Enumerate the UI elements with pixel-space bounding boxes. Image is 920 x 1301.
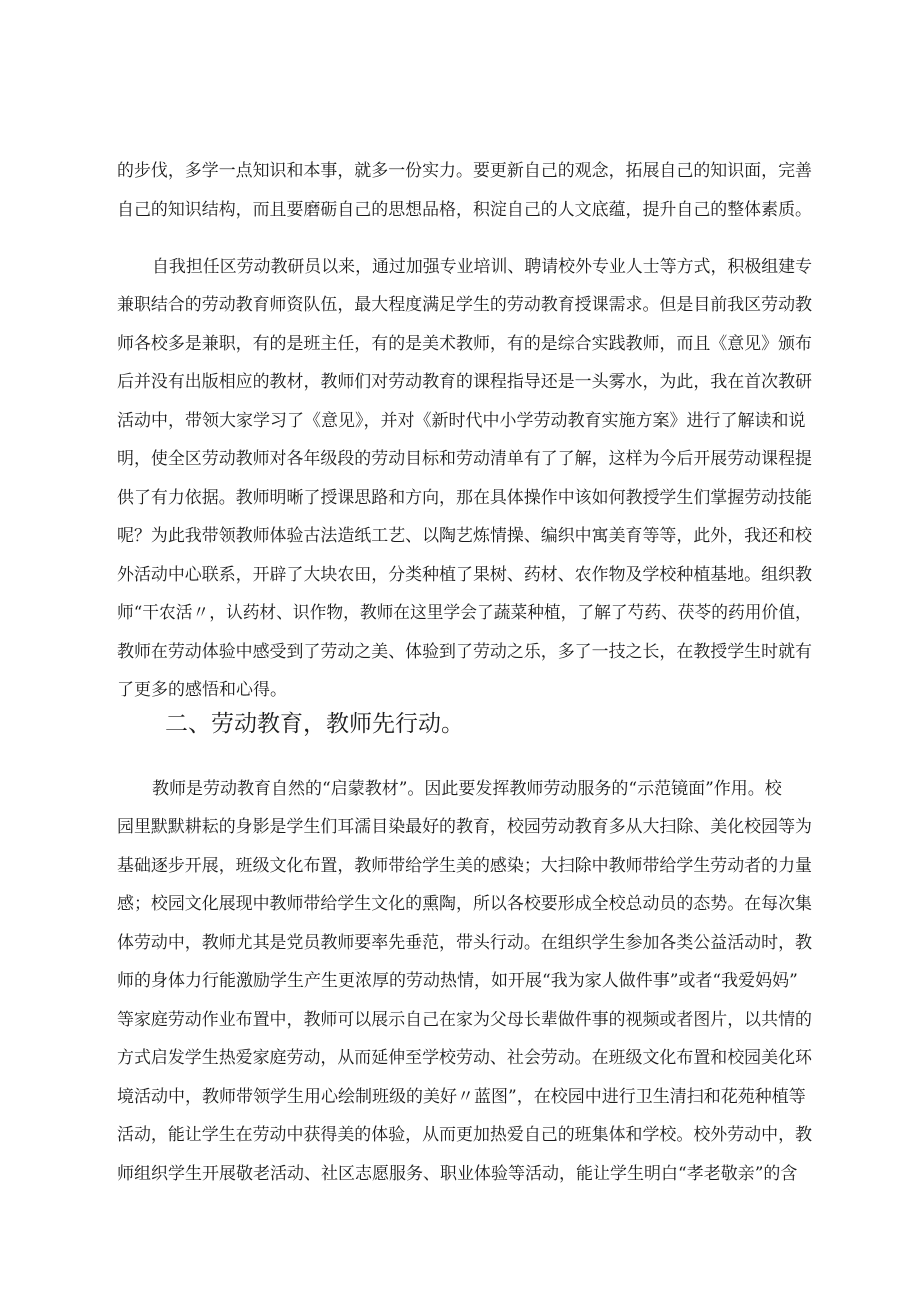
text-line: 教师是劳动教育自然的“启蒙教材”。因此要发挥教师劳动服务的“示范镜面”作用。校	[152, 779, 782, 799]
text-line: 基础逐步开展，班级文化布置，教师带给学生美的感染；大扫除中教师带给学生劳动者的力量	[117, 856, 812, 876]
text-line: 境活动中，教师带领学生用心绘制班级的美好〃蓝图”，在校园中进行卫生清扫和花苑种植等	[117, 1087, 806, 1107]
text-line: 师组织学生开展敬老活动、社区志愿服务、职业体验等活动，能让学生明白“孝老敬亲”的含	[117, 1164, 798, 1184]
text-line: 自己的知识结构，而且要磨砺自己的思想品格，积淀自己的人文底蕴，提升自己的整体素质。	[117, 200, 812, 220]
text-line: 体劳动中，教师尤其是党员教师要率先垂范，带头行动。在组织学生参加各类公益活动时，教	[117, 933, 812, 953]
text-line: 活动，能让学生在劳动中获得美的体验，从而更加热爱自己的班集体和学校。校外劳动中，教	[117, 1125, 812, 1145]
text-line: 教师在劳动体验中感受到了劳动之美、体验到了劳动之乐，多了一技之长，在教授学生时就有	[117, 642, 812, 662]
text-line: 园里默默耕耘的身影是学生们耳濡目染最好的教育，校园劳动教育多从大扫除、美化校园等为	[117, 817, 812, 837]
text-line: 的步伐，多学一点知识和本事，就多一份实力。要更新自己的观念，拓展自己的知识面，完善	[117, 161, 812, 181]
text-line: 呢？为此我带领教师体验古法造纸工艺、以陶艺炼情操、编织中寓美育等等，此外，我还和校	[117, 526, 812, 546]
text-line: 供了有力依据。教师明晰了授课思路和方向，那在具体操作中该如何教授学生们掌握劳动技能	[117, 488, 812, 508]
text-line: 自我担任区劳动教研员以来，通过加强专业培训、聘请校外专业人士等方式，积极组建专	[152, 257, 813, 277]
text-line: 兼职结合的劳动教育师资队伍，最大程度满足学生的劳动教育授课需求。但是目前我区劳动教	[117, 295, 812, 315]
text-line: 后并没有出版相应的教材，教师们对劳动教育的课程指导还是一头雾水，为此，我在首次教研	[117, 372, 812, 392]
text-line: 外活动中心联系，开辟了大块农田，分类种植了果树、药材、农作物及学校种植基地。组织教	[117, 565, 812, 585]
section-heading: 二、劳动教育，教师先行动。	[165, 711, 464, 737]
text-line: 感；校园文化展现中教师带给学生文化的熏陶，所以各校要形成全校总动员的态势。在每次集	[117, 894, 812, 914]
text-line: 活动中，带领大家学习了《意见》，并对《新时代中小学劳动教育实施方案》进行了解读和说	[117, 411, 806, 431]
text-line: 师各校多是兼职，有的是班主任，有的是美术教师，有的是综合实践教师，而且《意见》颁布	[117, 334, 812, 354]
text-line: 师的身体力行能激励学生产生更浓厚的劳动热情，如开展“我为家人做件事”或者“我爱妈妈”	[117, 971, 798, 991]
text-line: 了更多的感悟和心得。	[117, 680, 287, 700]
text-line: 等家庭劳动作业布置中，教师可以展示自己在家为父母长辈做件事的视频或者图片，以共情的	[117, 1010, 812, 1030]
text-line: 方式启发学生热爱家庭劳动，从而延伸至学校劳动、社会劳动。在班级文化布置和校园美化环	[117, 1048, 812, 1068]
text-line: 明，使全区劳动教师对各年级段的劳动目标和劳动清单有了了解，这样为今后开展劳动课程提	[117, 449, 812, 469]
text-line: 师“干农活〃，认药材、识作物，教师在这里学会了蔬菜种植，了解了芍药、茯苓的药用价值，	[117, 603, 812, 623]
